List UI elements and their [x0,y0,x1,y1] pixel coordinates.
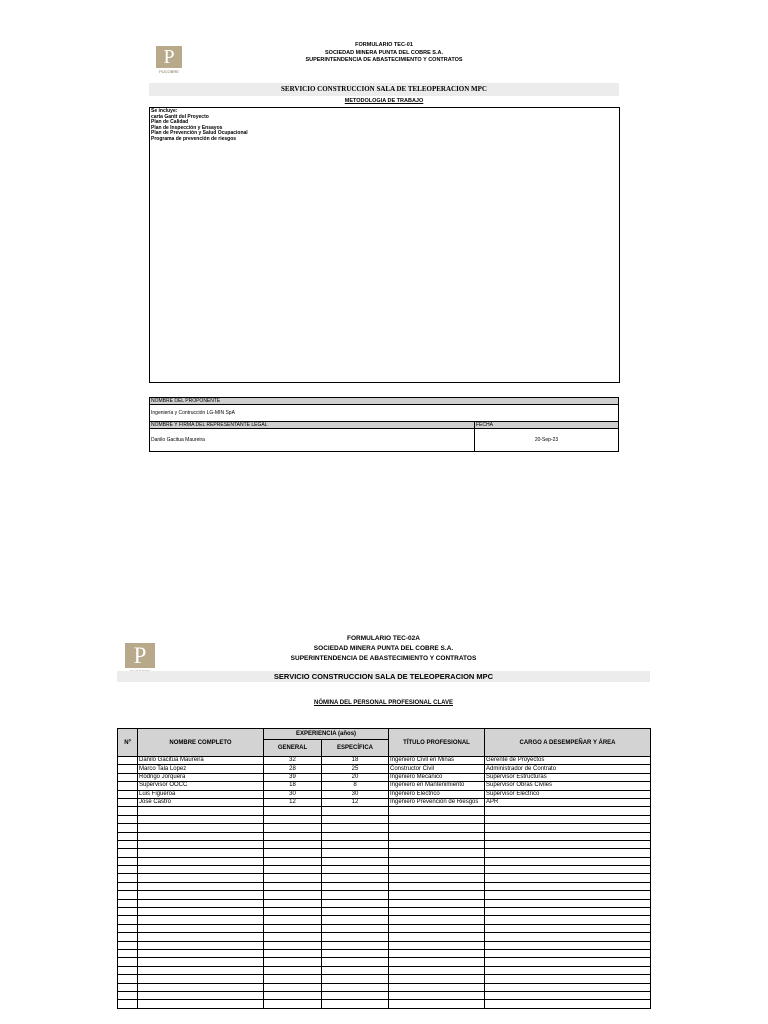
cell-general: 18 [264,782,322,790]
col-header-name: NOMBRE COMPLETO [138,729,264,757]
cell-specific [322,924,389,932]
table-row [118,857,651,865]
cell-specific [322,975,389,983]
cell-name [138,966,264,974]
cell-title: Ingeniero Civil en Minas [389,757,485,765]
cell-general [264,824,322,832]
section-subtitle: METODOLOGIA DE TRABAJO [344,98,424,104]
cell-general [264,916,322,924]
cell-name [138,832,264,840]
cell-title [389,891,485,899]
cell-name: Luis Figueroa [138,790,264,798]
cell-name [138,824,264,832]
cell-no [118,975,138,983]
cell-no [118,773,138,781]
cell-no [118,966,138,974]
table-row [118,882,651,890]
cell-title [389,874,485,882]
cell-name: Danilo Gacitua Maureira [138,757,264,765]
service-title: SERVICIO CONSTRUCCION SALA DE TELEOPERACION MPC [117,671,650,682]
cell-specific [322,849,389,857]
cell-general: 12 [264,798,322,806]
cell-title [389,857,485,865]
col-header-title: TÍTULO PROFESIONAL [389,729,485,757]
cell-name [138,882,264,890]
cell-general [264,815,322,823]
table-row [118,975,651,983]
cell-name [138,908,264,916]
cell-role [485,941,651,949]
cell-role [485,933,651,941]
cell-specific [322,899,389,907]
table-row [118,765,651,773]
cell-no [118,933,138,941]
cell-title [389,958,485,966]
cell-role [485,840,651,848]
cell-title: Ingeniero Electrico [389,790,485,798]
cell-no [118,832,138,840]
cell-general [264,941,322,949]
cell-no [118,882,138,890]
cell-no [118,790,138,798]
cell-name [138,874,264,882]
cell-specific: 20 [322,773,389,781]
cell-title [389,815,485,823]
cell-no [118,857,138,865]
logo-mark: P [156,46,182,68]
cell-role [485,1000,651,1008]
cell-no [118,849,138,857]
cell-role: Administrador de Contrato [485,765,651,773]
cell-no [118,908,138,916]
cell-name: Marco Tala Lopez [138,765,264,773]
table-row [118,958,651,966]
cell-general: 32 [264,757,322,765]
cell-no [118,866,138,874]
cell-name [138,849,264,857]
cell-specific [322,840,389,848]
cell-name [138,949,264,957]
proponent-label: NOMBRE DEL PROPONENTE [150,398,619,405]
cell-no [118,991,138,999]
cell-no [118,874,138,882]
cell-general [264,966,322,974]
col-header-specific: ESPECÍFICA [322,740,389,757]
company-name: SOCIEDAD MINERA PUNTA DEL COBRE S.A. [313,645,454,652]
content-line: Plan de Calidad [151,119,189,126]
cell-general [264,832,322,840]
content-line: carta Gantt del Proyecto [151,113,209,120]
cell-no [118,1000,138,1008]
table-row [118,824,651,832]
personnel-table-body [118,757,651,1009]
cell-title [389,966,485,974]
cell-name [138,840,264,848]
cell-general [264,891,322,899]
cell-role [485,891,651,899]
col-header-role: CARGO A DESEMPEÑAR Y ÁREA [485,729,651,757]
cell-no [118,899,138,907]
cell-name [138,857,264,865]
cell-title [389,916,485,924]
cell-no [118,941,138,949]
cell-specific [322,832,389,840]
cell-title [389,1000,485,1008]
content-line: Se incluye: [151,108,178,114]
cell-title [389,975,485,983]
cell-general: 39 [264,773,322,781]
signature-table [149,397,619,452]
cell-name [138,1000,264,1008]
cell-specific [322,949,389,957]
table-row [118,924,651,932]
cell-role: Supervisor Estructuras [485,773,651,781]
cell-role [485,975,651,983]
cell-name [138,916,264,924]
cell-role [485,882,651,890]
table-row [118,916,651,924]
cell-title: Ingeniero Mecánico [389,773,485,781]
cell-role: Supervisor Electrico [485,790,651,798]
cell-role [485,908,651,916]
cell-role [485,916,651,924]
cell-general [264,924,322,932]
cell-role [485,832,651,840]
cell-general [264,857,322,865]
table-row [118,891,651,899]
cell-specific [322,874,389,882]
table-row [118,757,651,765]
cell-name [138,983,264,991]
proponent-value: Ingeniería y Contrucción LG-MIN SpA [150,405,619,422]
table-row [118,966,651,974]
cell-no [118,958,138,966]
section-subtitle: NÓMINA DEL PERSONAL PROFESIONAL CLAVE [313,700,453,706]
cell-general [264,874,322,882]
cell-title [389,949,485,957]
cell-title [389,899,485,907]
cell-general [264,975,322,983]
cell-role [485,815,651,823]
cell-specific [322,815,389,823]
cell-general [264,807,322,815]
table-row [118,840,651,848]
cell-role [485,874,651,882]
cell-general [264,866,322,874]
personnel-table [117,728,651,1009]
cell-name [138,924,264,932]
cell-role [485,924,651,932]
cell-role [485,857,651,865]
cell-specific: 18 [322,757,389,765]
cell-general [264,991,322,999]
cell-name: Supervisor OOCC [138,782,264,790]
cell-role [485,899,651,907]
cell-general [264,849,322,857]
cell-name [138,941,264,949]
representative-value: Danilo Gacitua Maureira [150,429,475,452]
cell-role [485,866,651,874]
cell-name [138,975,264,983]
table-row [118,790,651,798]
content-line: Plan de Inspección y Ensayos [151,124,223,131]
cell-title [389,882,485,890]
cell-role [485,807,651,815]
cell-specific [322,866,389,874]
form-header [149,42,619,65]
cell-role: Supervisor Obras Civiles [485,782,651,790]
form-header [117,634,650,664]
table-row [118,899,651,907]
table-row [118,832,651,840]
cell-no [118,757,138,765]
cell-title [389,933,485,941]
cell-no [118,824,138,832]
cell-title [389,924,485,932]
table-row [118,874,651,882]
cell-role [485,824,651,832]
cell-no [118,983,138,991]
cell-title [389,849,485,857]
table-row [118,983,651,991]
cell-name: Rodrigo Jorquera [138,773,264,781]
cell-title [389,832,485,840]
cell-role [485,966,651,974]
cell-name [138,933,264,941]
table-row [118,933,651,941]
cell-name [138,958,264,966]
cell-specific [322,908,389,916]
cell-specific [322,824,389,832]
cell-title [389,824,485,832]
table-row [118,807,651,815]
logo-name: PUCOBRE [159,69,179,74]
form-code: FORMULARIO TEC-01 [355,42,413,48]
cell-role [485,849,651,857]
cell-specific: 8 [322,782,389,790]
col-header-general: GENERAL [264,740,322,757]
cell-name [138,866,264,874]
logo-mark: P [125,643,155,668]
table-row [118,1000,651,1008]
cell-general [264,840,322,848]
cell-role: Gerente de Proyectos [485,757,651,765]
cell-name [138,815,264,823]
cell-title: Constructor Civil [389,765,485,773]
company-name: SOCIEDAD MINERA PUNTA DEL COBRE S.A. [325,49,443,56]
cell-name [138,891,264,899]
representative-label: NOMBRE Y FIRMA DEL REPRESENTANTE LEGAL [150,422,475,429]
col-header-experience: EXPERIENCIA (años) [264,729,389,740]
cell-no [118,916,138,924]
cell-role [485,983,651,991]
cell-title [389,991,485,999]
cell-title [389,840,485,848]
cell-name [138,991,264,999]
cell-title: Ingeniero en Mantenimiento [389,782,485,790]
cell-general [264,908,322,916]
cell-specific [322,983,389,991]
cell-specific [322,941,389,949]
cell-specific: 12 [322,798,389,806]
cell-role: APR [485,798,651,806]
cell-no [118,765,138,773]
table-row [118,849,651,857]
cell-specific [322,807,389,815]
cell-no [118,840,138,848]
cell-role [485,949,651,957]
cell-no [118,798,138,806]
table-row [118,815,651,823]
cell-no [118,807,138,815]
table-row [118,908,651,916]
cell-specific: 30 [322,790,389,798]
table-row [118,991,651,999]
cell-specific [322,882,389,890]
content-line: Programa de prevención de riesgos [151,135,237,142]
cell-general [264,899,322,907]
cell-no [118,782,138,790]
table-row [118,798,651,806]
content-line: Plan de Prevención y Salud Ocupacional [151,130,248,137]
department-name: SUPERINTENDENCIA DE ABASTECIMIENTO Y CONTRATOS [305,57,463,63]
cell-specific [322,857,389,865]
cell-general [264,949,322,957]
cell-general [264,1000,322,1008]
cell-specific [322,966,389,974]
cell-general: 30 [264,790,322,798]
department-name: SUPERINTENDENCIA DE ABASTECIMIENTO Y CONTRATOS [290,655,477,662]
methodology-box [149,107,620,383]
table-row [118,949,651,957]
cell-role [485,958,651,966]
cell-specific [322,891,389,899]
table-row [118,941,651,949]
cell-role [485,991,651,999]
table-row [118,773,651,781]
cell-no [118,815,138,823]
cell-name [138,899,264,907]
date-value: 20-Sep-23 [475,429,619,452]
cell-no [118,891,138,899]
table-row [118,782,651,790]
cell-general: 28 [264,765,322,773]
cell-title [389,866,485,874]
col-header-no: Nº [118,729,138,757]
form-code: FORMULARIO TEC-02A [347,635,420,642]
cell-title [389,908,485,916]
cell-no [118,924,138,932]
service-title: SERVICIO CONSTRUCCION SALA DE TELEOPERACION MPC [149,83,619,96]
cell-general [264,882,322,890]
cell-general [264,958,322,966]
cell-specific [322,991,389,999]
cell-general [264,933,322,941]
table-row [118,866,651,874]
cell-specific: 25 [322,765,389,773]
cell-name: José Castro [138,798,264,806]
cell-title [389,941,485,949]
cell-title [389,807,485,815]
cell-general [264,983,322,991]
cell-specific [322,1000,389,1008]
cell-name [138,807,264,815]
cell-no [118,949,138,957]
cell-title: Ingeniero Prevención de Riesgos [389,798,485,806]
cell-specific [322,958,389,966]
cell-specific [322,916,389,924]
cell-title [389,983,485,991]
date-label: FECHA [475,422,619,429]
cell-specific [322,933,389,941]
